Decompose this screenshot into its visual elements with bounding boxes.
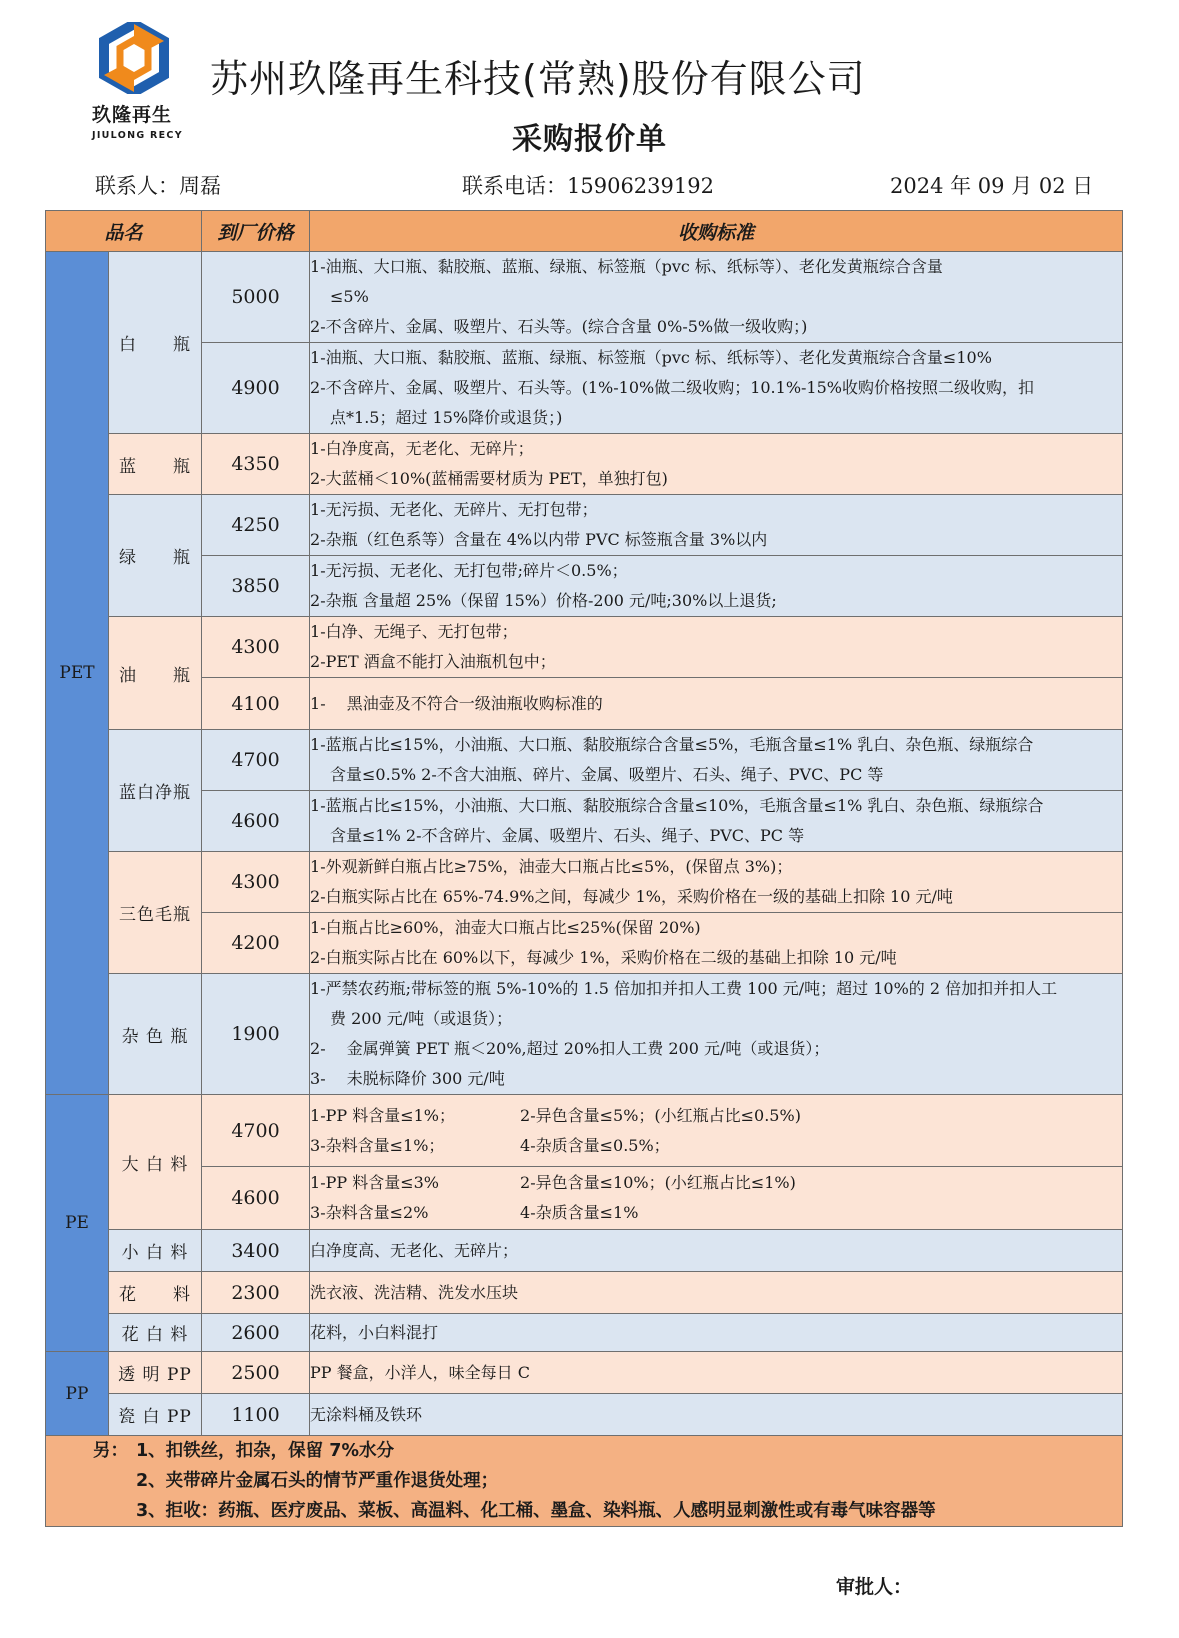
contact-person: 联系人：周磊	[95, 174, 221, 198]
table-row	[46, 791, 1123, 852]
price-cell: 1100	[202, 1394, 310, 1436]
price-cell: 4300	[202, 617, 310, 678]
standard-cell: 花料，小白料混打	[310, 1314, 1123, 1352]
standard-cell: 1-油瓶、大口瓶、黏胶瓶、蓝瓶、绿瓶、标签瓶（pvc 标、纸标等）、老化发黄瓶综合含量≤10% 2-不含碎片、金属、吸塑片、石头等。(1%-10%做二级收购；10.1%-15%收购价格按照二级收购，扣 点*1.5；超过 15%降价或退货；)	[310, 343, 1123, 434]
logo-mark-icon	[98, 22, 170, 94]
table-row	[46, 1394, 1123, 1436]
product-name: 花 白 料	[109, 1314, 202, 1352]
table-header	[46, 211, 1123, 252]
note-item: 2、夹带碎片金属石头的情节严重作退货处理；	[136, 1471, 499, 1491]
table-row	[46, 617, 1123, 678]
standard-cell: 1-白净度高，无老化、无碎片； 2-大蓝桶＜10%(蓝桶需要材质为 PET，单独打包)	[310, 434, 1123, 495]
standard-cell: 洗衣液、洗洁精、洗发水压块	[310, 1272, 1123, 1314]
note-item: 1、扣铁丝，扣杂，保留 7%水分	[136, 1441, 394, 1461]
table-row	[46, 852, 1123, 913]
standard-cell: 无涂料桶及铁环	[310, 1394, 1123, 1436]
standard-cell: 1-白净、无绳子、无打包带； 2-PET 酒盒不能打入油瓶机包中；	[310, 617, 1123, 678]
notes-row	[46, 1436, 1123, 1527]
category-pp: PP	[46, 1352, 109, 1436]
logo-text-cn: 玖隆再生	[92, 104, 173, 126]
product-name: 蓝 瓶	[109, 434, 202, 495]
price-cell: 2600	[202, 1314, 310, 1352]
table-row	[46, 1272, 1123, 1314]
header-name: 品名	[46, 211, 202, 252]
table-row	[46, 556, 1123, 617]
standard-cell: 1-无污损、无老化、无碎片、无打包带； 2-杂瓶（红色系等）含量在 4%以内带 PVC 标签瓶含量 3%以内	[310, 495, 1123, 556]
document-title: 采购报价单	[512, 122, 667, 157]
header-standard: 收购标准	[310, 211, 1123, 252]
table-row	[46, 1230, 1123, 1272]
company-name: 苏州玖隆再生科技(常熟)股份有限公司	[210, 57, 866, 101]
price-cell: 4900	[202, 343, 310, 434]
standard-cell: 1-PP 料含量≤3% 2-异色含量≤10%；(小红瓶占比≤1%) 3-杂料含量≤2% 4-杂质含量≤1%	[310, 1167, 1123, 1230]
table-row	[46, 730, 1123, 791]
table-row	[46, 1352, 1123, 1394]
price-cell: 2500	[202, 1352, 310, 1394]
approver-label: 审批人：	[836, 1576, 913, 1598]
price-cell: 1900	[202, 974, 310, 1095]
standard-cell: 1-外观新鲜白瓶占比≥75%，油壶大口瓶占比≤5%，(保留点 3%)； 2-白瓶实际占比在 65%-74.9%之间，每减少 1%，采购价格在一级的基础上扣除 10 元/吨	[310, 852, 1123, 913]
price-cell: 4700	[202, 730, 310, 791]
quote-table	[45, 210, 1123, 1527]
product-name: 白 瓶	[109, 252, 202, 434]
notes-cell	[46, 1436, 1123, 1527]
category-pet: PET	[46, 252, 109, 1095]
standard-cell: 1- 黑油壶及不符合一级油瓶收购标准的	[310, 678, 1123, 730]
product-name: 瓷 白 PP	[109, 1394, 202, 1436]
table-row	[46, 1314, 1123, 1352]
standard-cell: 1-无污损、无老化、无打包带;碎片＜0.5%； 2-杂瓶 含量超 25%（保留 15%）价格-200 元/吨;30%以上退货;	[310, 556, 1123, 617]
product-name: 花 料	[109, 1272, 202, 1314]
standard-cell: 1-白瓶占比≥60%，油壶大口瓶占比≤25%(保留 20%) 2-白瓶实际占比在 60%以下，每减少 1%，采购价格在二级的基础上扣除 10 元/吨	[310, 913, 1123, 974]
product-name: 油 瓶	[109, 617, 202, 730]
standard-cell: 1-蓝瓶占比≤15%，小油瓶、大口瓶、黏胶瓶综合含量≤10%，毛瓶含量≤1% 乳白、杂色瓶、绿瓶综合 含量≤1% 2-不含碎片、金属、吸塑片、石头、绳子、PVC、PC 等	[310, 791, 1123, 852]
price-cell: 4350	[202, 434, 310, 495]
price-cell: 4700	[202, 1095, 310, 1167]
price-cell: 3400	[202, 1230, 310, 1272]
price-cell: 4600	[202, 1167, 310, 1230]
product-name: 大 白 料	[109, 1095, 202, 1230]
table-row	[46, 974, 1123, 1095]
table-row	[46, 434, 1123, 495]
table-row	[46, 495, 1123, 556]
standard-cell: 1-严禁农药瓶;带标签的瓶 5%-10%的 1.5 倍加扣并扣人工费 100 元/吨；超过 10%的 2 倍加扣并扣人工 费 200 元/吨（或退货）； 2- 金属弹簧 PET 瓶＜20%,超过 20%扣人工费 200 元/吨（或退货）； 3- 未脱标降价 300 元/吨	[310, 974, 1123, 1095]
standard-cell: 1-蓝瓶占比≤15%，小油瓶、大口瓶、黏胶瓶综合含量≤5%，毛瓶含量≤1% 乳白、杂色瓶、绿瓶综合 含量≤0.5% 2-不含大油瓶、碎片、金属、吸塑片、石头、绳子、PVC、PC 等	[310, 730, 1123, 791]
price-cell: 5000	[202, 252, 310, 343]
table-row	[46, 343, 1123, 434]
product-name: 绿 瓶	[109, 495, 202, 617]
standard-cell: 1-PP 料含量≤1%； 2-异色含量≤5%；(小红瓶占比≤0.5%) 3-杂料含量≤1%； 4-杂质含量≤0.5%；	[310, 1095, 1123, 1167]
price-cell: 4100	[202, 678, 310, 730]
product-name: 小 白 料	[109, 1230, 202, 1272]
notes-label: 另：	[93, 1441, 128, 1461]
product-name: 透 明 PP	[109, 1352, 202, 1394]
standard-cell: 1-油瓶、大口瓶、黏胶瓶、蓝瓶、绿瓶、标签瓶（pvc 标、纸标等）、老化发黄瓶综合含量 ≤5% 2-不含碎片、金属、吸塑片、石头等。(综合含量 0%-5%做一级收购；)	[310, 252, 1123, 343]
price-cell: 4250	[202, 495, 310, 556]
table-row	[46, 678, 1123, 730]
table-row	[46, 1167, 1123, 1230]
product-name: 三色毛瓶	[109, 852, 202, 974]
header-price: 到厂价格	[202, 211, 310, 252]
price-cell: 2300	[202, 1272, 310, 1314]
price-cell: 4300	[202, 852, 310, 913]
category-pe: PE	[46, 1095, 109, 1352]
table-row	[46, 252, 1123, 343]
standard-cell: 白净度高、无老化、无碎片；	[310, 1230, 1123, 1272]
price-cell: 4600	[202, 791, 310, 852]
note-item: 3、拒收：药瓶、医疗废品、菜板、高温料、化工桶、墨盒、染料瓶、人感明显刺激性或有毒气味容器等	[136, 1501, 936, 1521]
table-row	[46, 913, 1123, 974]
product-name: 杂 色 瓶	[109, 974, 202, 1095]
standard-cell: PP 餐盒，小洋人，味全每日 C	[310, 1352, 1123, 1394]
product-name: 蓝白净瓶	[109, 730, 202, 852]
price-cell: 3850	[202, 556, 310, 617]
table-row	[46, 1095, 1123, 1167]
contact-phone: 联系电话：15906239192	[462, 174, 714, 198]
logo-text-en: JIULONG RECY	[92, 130, 183, 141]
quote-date: 2024 年 09 月 02 日	[890, 174, 1094, 198]
price-cell: 4200	[202, 913, 310, 974]
